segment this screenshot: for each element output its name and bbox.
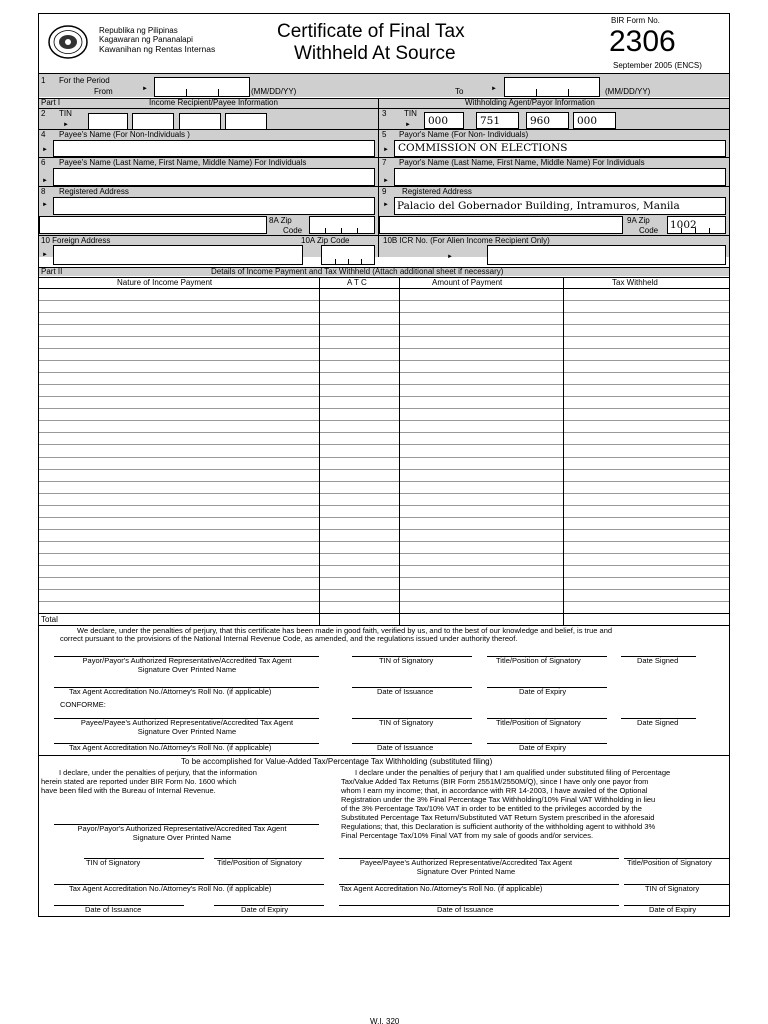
payor-zip-value: 1002	[670, 219, 697, 231]
form-version: September 2005 (ENCS)	[613, 61, 702, 70]
payee-tin-part4[interactable]	[225, 113, 267, 130]
arrow-icon: ►	[383, 147, 389, 153]
vat-right-line6: Substituted Percentage Tax Return/Substituted VAT Return System prescribed in the aforesaid	[341, 813, 655, 822]
item-7-number: 7	[382, 158, 387, 167]
item-5-number: 5	[382, 130, 387, 139]
payor-tin-label: TIN	[404, 109, 417, 118]
payee-name-nonind-label: Payee's Name (For Non-Individuals )	[59, 130, 190, 139]
payee-info-title: Income Recipient/Payee Information	[149, 98, 278, 107]
vat-right-line4: Registration under the 3% Final Percentage Tax Withholding/10% Final VAT Withholding in lieu	[341, 795, 656, 804]
period-to-input[interactable]	[504, 77, 600, 97]
payor-accreditation-label: Tax Agent Accreditation No./Attorney's Roll No. (if applicable)	[69, 687, 272, 696]
icr-no-label: 10B ICR No. (For Alien Income Recipient Only)	[383, 236, 550, 245]
payor-tin-part3[interactable]: 960	[526, 112, 569, 129]
payor-title-signatory-label: Title/Position of Signatory	[496, 656, 581, 665]
payor-address-label: Registered Address	[402, 187, 472, 196]
payor-name-ind-label: Payor's Name (Last Name, First Name, Middle Name) For Individuals	[399, 158, 645, 167]
vat-payee-signature-label: Payee/Payee's Authorized Representative/Accredited Tax Agent Signature Over Printed Name	[359, 858, 573, 876]
vat-section-title: To be accomplished for Value-Added Tax/Percentage Tax Withholding (substituted filing)	[181, 757, 493, 766]
payor-name-value: COMMISSION ON ELECTIONS	[398, 142, 568, 154]
arrow-icon: ►	[142, 86, 148, 92]
item-8-number: 8	[41, 187, 46, 196]
foreign-address-input[interactable]	[53, 245, 303, 265]
period-to-label: To	[455, 87, 464, 96]
payee-tin-part1[interactable]	[88, 113, 128, 130]
item-3-number: 3	[382, 109, 387, 118]
bir-seal-icon	[47, 24, 89, 60]
arrow-icon: ►	[42, 178, 48, 184]
payee-zip-input[interactable]	[309, 216, 375, 234]
payee-address-input-2[interactable]	[39, 216, 267, 234]
vat-right-line3: whom I earn my income; that, in accordance with RR 14-2003, I have availed of the Optional	[341, 786, 648, 795]
payor-name-nonind-label: Payor's Name (For Non- Individuals)	[399, 130, 529, 139]
arrow-icon: ►	[383, 178, 389, 184]
vat-right-line5: of the 3% Percentage Tax/10% VAT in order to be entitled to the privileges accorded by the	[341, 804, 642, 813]
payee-tin-part3[interactable]	[179, 113, 221, 130]
arrow-icon: ►	[42, 147, 48, 153]
part2-label: Part II	[41, 267, 63, 276]
vat-payee-date-issuance-label: Date of Issuance	[437, 905, 494, 914]
arrow-icon: ►	[491, 86, 497, 92]
vat-payor-date-issuance-label: Date of Issuance	[85, 905, 142, 914]
vat-payee-accreditation-label: Tax Agent Accreditation No./Attorney's Roll No. (if applicable)	[340, 884, 543, 893]
col-nature: Nature of Income Payment	[117, 278, 213, 287]
payor-date-signed-label: Date Signed	[637, 656, 679, 665]
payee-tin-signatory-label: TIN of Signatory	[379, 718, 434, 727]
payee-date-issuance-label: Date of Issuance	[377, 743, 434, 752]
form-number: 2306	[609, 25, 676, 58]
vat-payor-signature-label: Payor/Payor's Authorized Representative/Accredited Tax Agent Signature Over Printed Name	[77, 824, 287, 842]
form-title-line1: Certificate of Final Tax	[277, 21, 465, 42]
period-from-label: From	[94, 87, 113, 96]
vat-right-line7: Regulations; that, this Declaration is sufficient authority of the withholding agent to withhold 3%	[341, 822, 656, 831]
payor-zip-label: 9A Zip	[627, 216, 650, 225]
bureau-text: Kawanihan ng Rentas Internas	[99, 44, 216, 54]
item-9-number: 9	[382, 187, 387, 196]
vat-right-line1: I declare under the penalties of perjury that I am qualified under substituted filing of Percentage	[355, 768, 671, 777]
payee-accreditation-label: Tax Agent Accreditation No./Attorney's Roll No. (if applicable)	[69, 743, 272, 752]
item-2-number: 2	[41, 109, 46, 118]
payee-address-input[interactable]	[53, 197, 375, 215]
form-label: BIR Form No.	[611, 16, 660, 25]
payor-date-expiry-label: Date of Expiry	[519, 687, 567, 696]
arrow-icon: ►	[42, 252, 48, 258]
period-from-input[interactable]	[154, 77, 250, 97]
payor-tin-part4[interactable]: 000	[573, 112, 616, 129]
department-text: Kagawaran ng Pananalapi	[99, 35, 193, 44]
vat-left-line2: herein stated are reported under BIR Form No. 1600 which	[41, 777, 237, 786]
payee-tin-label: TIN	[59, 109, 72, 118]
item-4-number: 4	[41, 130, 46, 139]
item-6-number: 6	[41, 158, 46, 167]
vat-payor-title-signatory-label: Title/Position of Signatory	[217, 858, 302, 867]
col-tax-withheld: Tax Withheld	[612, 278, 658, 287]
republic-text: Republika ng Pilipinas	[99, 26, 178, 35]
vat-payee-tin-signatory-label: TIN of Signatory	[645, 884, 700, 893]
period-label: For the Period	[59, 76, 110, 85]
period-to-format: (MM/DD/YY)	[605, 87, 651, 96]
item-1-number: 1	[41, 76, 46, 85]
foreign-zip-label: 10A Zip Code	[301, 236, 350, 245]
vat-payor-accreditation-label: Tax Agent Accreditation No./Attorney's Roll No. (if applicable)	[69, 884, 272, 893]
payor-info-title: Withholding Agent/Payor Information	[465, 98, 595, 107]
arrow-icon: ►	[383, 202, 389, 208]
vat-payee-title-signatory-label: Title/Position of Signatory	[627, 858, 712, 867]
income-payment-table[interactable]	[39, 288, 729, 625]
payee-title-signatory-label: Title/Position of Signatory	[496, 718, 581, 727]
declaration-line1: We declare, under the penalties of perjury, that this certificate has been made in good faith, verified by us, and to the best of our knowledge and belief, is true and	[77, 626, 613, 635]
col-amount: Amount of Payment	[432, 278, 503, 287]
vat-left-line3: have been filed with the Bureau of Internal Revenue.	[41, 786, 216, 795]
payor-tin-part2[interactable]: 751	[476, 112, 519, 129]
bir-form-2306	[38, 13, 730, 917]
payee-date-signed-label: Date Signed	[637, 718, 679, 727]
payor-signature-label: Payor/Payor's Authorized Representative/Accredited Tax Agent Signature Over Printed Name	[82, 656, 292, 674]
icr-no-input[interactable]	[487, 245, 726, 265]
arrow-icon: ►	[42, 202, 48, 208]
foreign-address-label: 10 Foreign Address	[41, 236, 111, 245]
payee-name-ind-input[interactable]	[53, 168, 375, 186]
arrow-icon: ►	[63, 122, 69, 128]
payor-address-input-2[interactable]	[379, 216, 623, 234]
payor-name-nonind-input[interactable]	[394, 140, 726, 157]
payor-tin-signatory-label: TIN of Signatory	[379, 656, 434, 665]
arrow-icon: ►	[447, 254, 453, 260]
vat-payee-date-expiry-label: Date of Expiry	[649, 905, 697, 914]
vat-payor-date-expiry-label: Date of Expiry	[241, 905, 289, 914]
vat-left-line1: I declare, under the penalties of perjury, that the information	[59, 768, 257, 777]
arrow-icon: ►	[405, 122, 411, 128]
vat-payor-tin-signatory-label: TIN of Signatory	[86, 858, 141, 867]
payor-zip-code-label: Code	[639, 226, 659, 235]
payor-tin-part1[interactable]: 000	[424, 112, 464, 129]
period-from-format: (MM/DD/YY)	[251, 87, 297, 96]
form-title-line2: Withheld At Source	[294, 43, 456, 64]
vat-right-line8: Final Percentage Tax/10% Final VAT from my sale of goods and/or services.	[341, 831, 594, 840]
part1-label: Part I	[41, 98, 61, 107]
payee-tin-part2[interactable]	[132, 113, 174, 130]
conforme-label: CONFORME:	[60, 700, 106, 709]
payee-name-nonind-input[interactable]	[53, 140, 375, 157]
payor-date-issuance-label: Date of Issuance	[377, 687, 434, 696]
payor-address-value: Palacio del Gobernador Building, Intramuros, Manila	[397, 200, 680, 212]
payee-date-expiry-label: Date of Expiry	[519, 743, 567, 752]
vat-right-line2: Tax/Value Added Tax Returns (BIR Form 2551M/2550M/Q), since I have only one payor from	[341, 777, 649, 786]
footer-form-code: W.I. 320	[370, 1017, 400, 1024]
declaration-line2: correct pursuant to the provisions of the National Internal Revenue Code, as amended, and the regulations issued under authority thereof.	[60, 634, 518, 643]
payee-address-label: Registered Address	[59, 187, 129, 196]
payor-zip-input[interactable]	[667, 216, 726, 234]
total-label: Total	[41, 615, 58, 624]
payee-name-ind-label: Payee's Name (Last Name, First Name, Middle Name) For Individuals	[59, 158, 307, 167]
col-atc: A T C	[347, 278, 367, 287]
payee-zip-code-label: Code	[283, 226, 303, 235]
payee-signature-label: Payee/Payee's Authorized Representative/Accredited Tax Agent Signature Over Printed Name	[80, 718, 294, 736]
part2-title: Details of Income Payment and Tax Withheld (Attach additional sheet if necessary)	[211, 267, 504, 276]
payee-zip-label: 8A Zip	[269, 216, 292, 225]
payor-name-ind-input[interactable]	[394, 168, 726, 186]
payor-address-input[interactable]	[394, 197, 726, 215]
